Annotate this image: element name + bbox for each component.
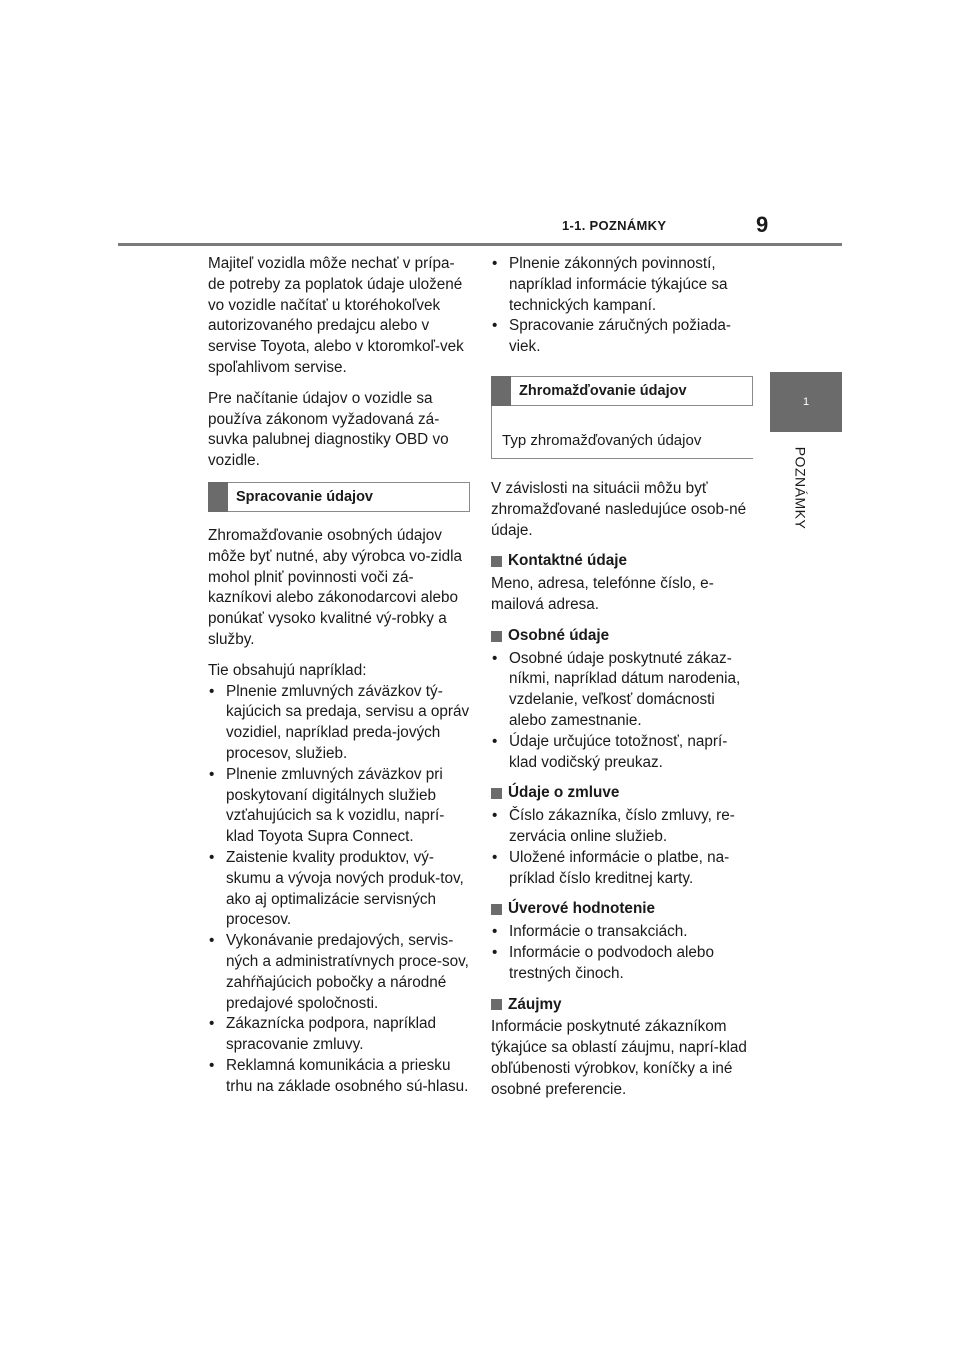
subheading: Typ zhromažďovaných údajov [491,406,753,459]
list-item: • Plnenie zmluvných záväzkov tý-kajúcich sa predaja, servisu a opráv vozidiel, napríklad preda-jových procesov, služieb. [208,682,470,765]
list-item: • Zákaznícka podpora, napríklad spracovanie zmluvy. [208,1014,470,1056]
list-item: • Zaistenie kvality produktov, vý-skumu a vývoja nových produk-tov, ako aj optimalizácie servisných procesov. [208,848,470,931]
bullet-list [491,649,753,774]
list-item: • Osobné údaje poskytnuté zákaz-níkmi, napríklad dátum narodenia, vzdelanie, veľkosť domácnosti alebo zamestnanie. [491,649,753,732]
header-rule [118,243,842,246]
paragraph: V závislosti na situácii môžu byť zhromažďované nasledujúce osob-né údaje. [491,479,747,539]
bullet-list [491,922,753,984]
left-column [208,254,470,1107]
bullet-list [208,682,470,1098]
subsection-title: Úverové hodnotenie [491,899,753,920]
square-bullet-icon [491,556,502,567]
right-column [491,254,753,1111]
list-item: • Údaje určujúce totožnosť, naprí-klad vodičský preukaz. [491,732,753,774]
paragraph: Informácie poskytnuté zákazníkom týkajúce sa oblastí záujmu, naprí-klad obľúbenosti výrobkov, koníčky a iné osobné preferencie. [491,1018,747,1098]
subsection-title: Kontaktné údaje [491,551,753,572]
section-heading-text: Zhromažďovanie údajov [519,382,687,399]
square-bullet-icon [491,631,502,642]
paragraph: Majiteľ vozidla môže nechať v prípa-de potreby za poplatok údaje uložené vo vozidle načítať u ktoréhokoľvek autorizovaného predajcu alebo v servise Toyota, alebo v ktoromkoľ-vek spoľahlivom servise. [208,255,464,376]
bullet-list [491,254,753,358]
paragraph: Pre načítanie údajov o vozidle sa používa zákonom vyžadovaná zá-suvka palubnej diagnostiky OBD vo vozidle. [208,389,449,470]
heading-marker [208,482,228,512]
section-heading [208,482,470,512]
chapter-tab[interactable]: 1 [770,372,842,432]
section-heading [491,376,753,406]
list-item: • Informácie o transakciách. [491,922,753,943]
list-item: • Plnenie zákonných povinností, napríklad informácie týkajúce sa technických kampaní. [491,254,753,316]
subsection-title: Osobné údaje [491,626,753,647]
list-item: • Uložené informácie o platbe, na-príklad číslo kreditnej karty. [491,848,753,890]
paragraph: Tie obsahujú napríklad: [208,661,367,679]
heading-marker [491,376,511,406]
list-item: • Informácie o podvodoch alebo trestných činoch. [491,943,753,985]
list-item: • Vykonávanie predajových, servis-ných a administratívnych proce-sov, zahŕňajúcich pobočky a národné predajové spoločnosti. [208,931,470,1014]
list-item: • Číslo zákazníka, číslo zmluvy, re-zervácia online služieb. [491,806,753,848]
section-title: 1-1. POZNÁMKY [562,218,667,233]
chapter-label-text: POZNÁMKY [792,446,809,529]
subsection-title: Údaje o zmluve [491,783,753,804]
square-bullet-icon [491,999,502,1010]
bullet-list [491,806,753,889]
paragraph: Zhromažďovanie osobných údajov môže byť nutné, aby výrobca vo-zidla mohol plniť povinnosti voči zá-kazníkovi alebo zákonodarcovi alebo ponúkať vysoko kvalitné vý-robky a služby. [208,526,463,648]
page-number: 9 [756,212,769,237]
subsection-title: Záujmy [491,995,753,1016]
list-item: • Plnenie zmluvných záväzkov pri poskytovaní digitálnych služieb vzťahujúcich sa k vozidlu, naprí-klad Toyota Supra Connect. [208,765,470,848]
square-bullet-icon [491,788,502,799]
square-bullet-icon [491,904,502,915]
section-heading-text: Spracovanie údajov [236,488,373,505]
list-item: • Reklamná komunikácia a priesku trhu na základe osobného sú-hlasu. [208,1056,470,1098]
paragraph: Meno, adresa, telefónne číslo, e-mailová adresa. [491,575,714,613]
list-item: • Spracovanie záručných požiada-viek. [491,316,753,358]
chapter-label [770,440,830,535]
